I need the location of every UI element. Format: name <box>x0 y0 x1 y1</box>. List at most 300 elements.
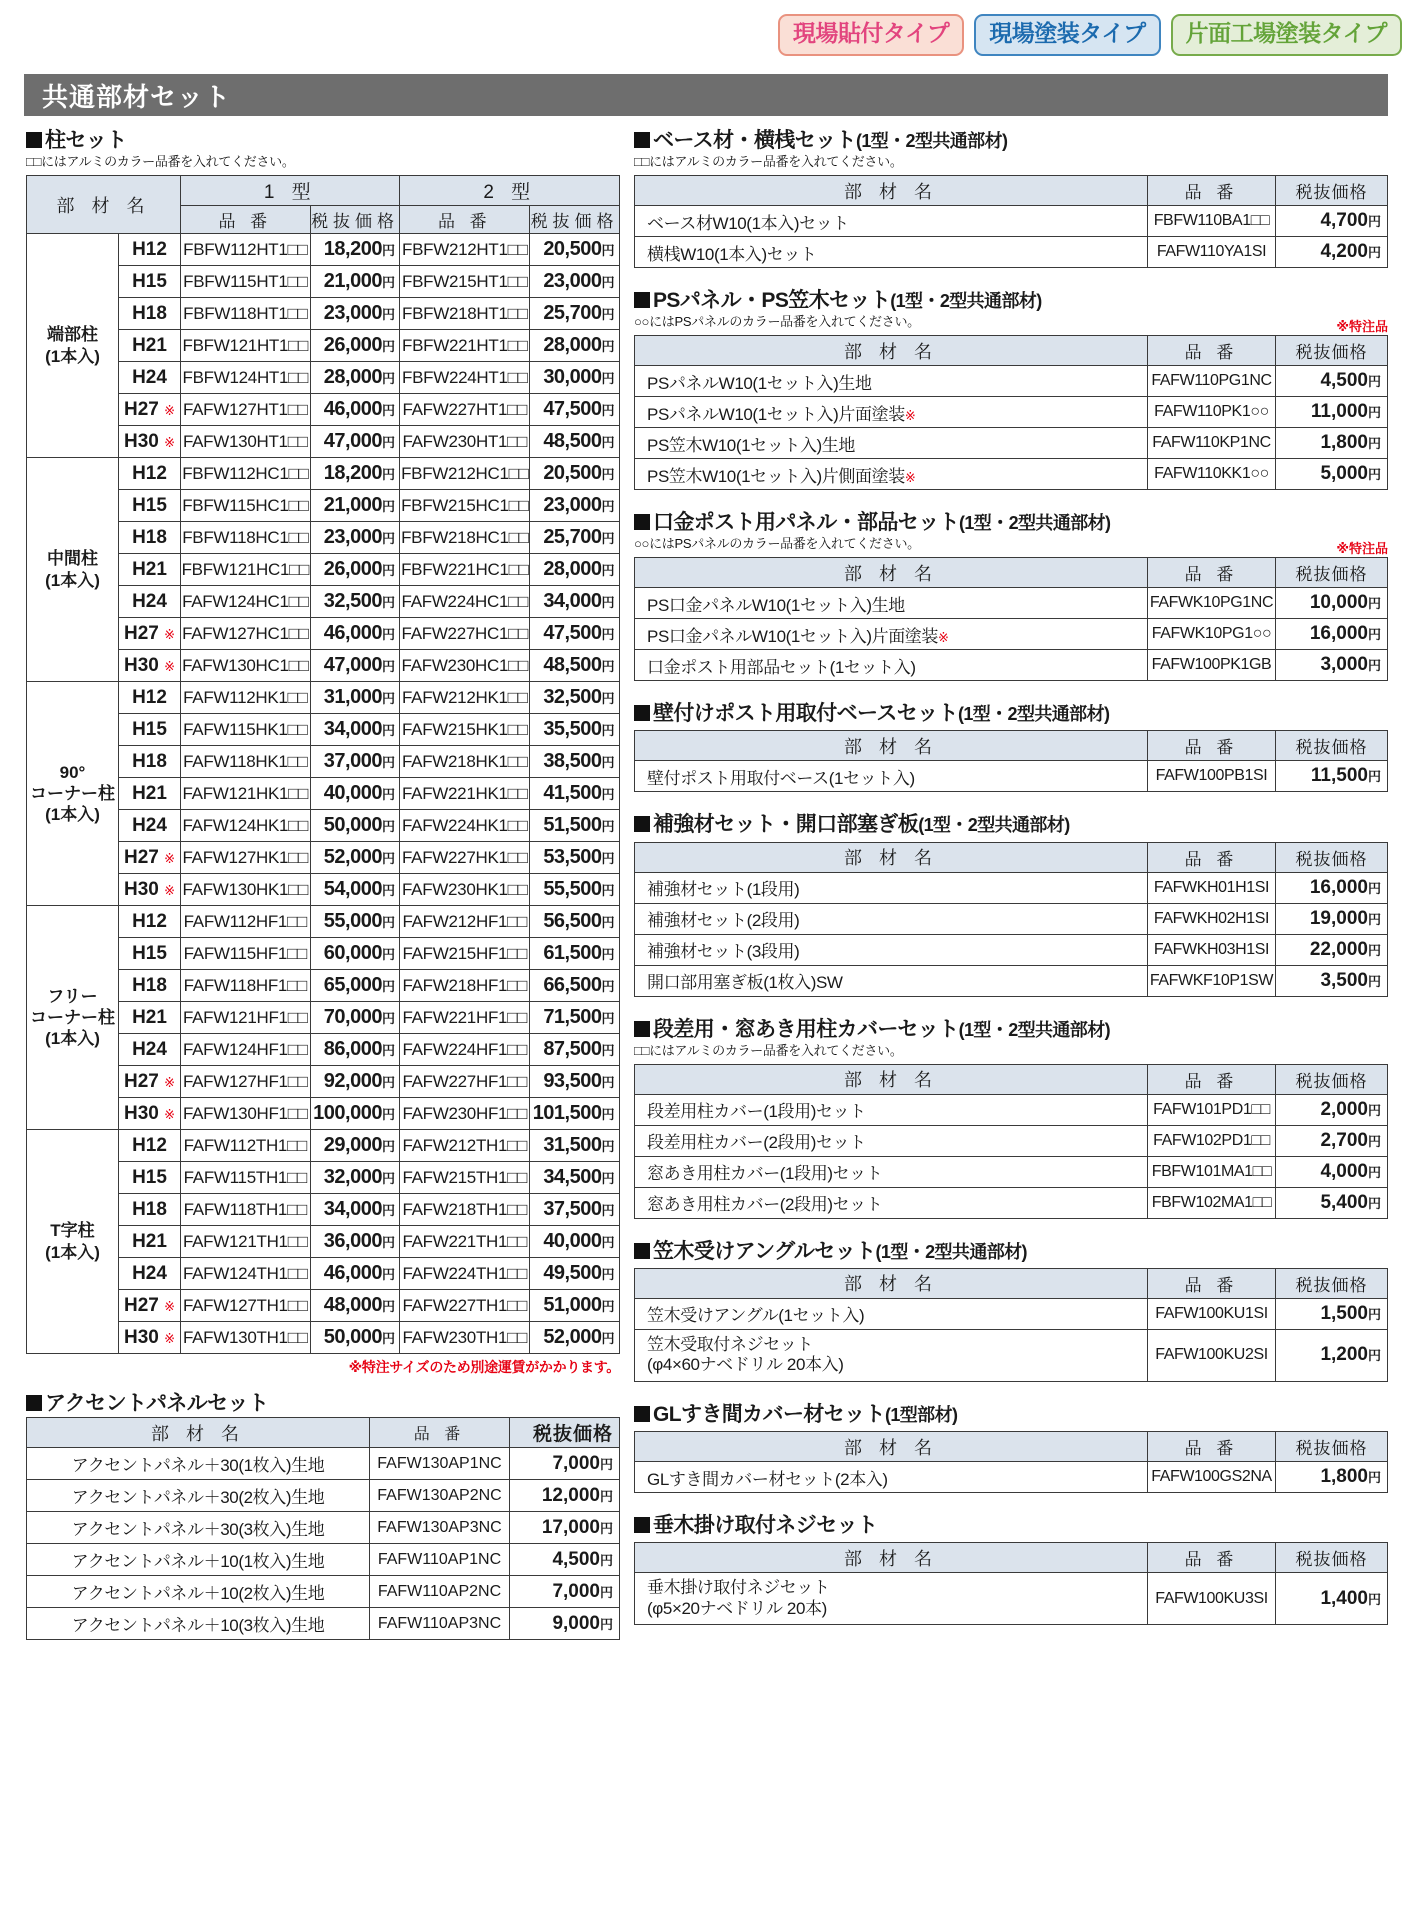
post-height-cell: H18 <box>119 522 181 554</box>
table-row <box>635 366 1388 397</box>
post-price-type1: 29,000円 <box>310 1130 400 1162</box>
section-heading-accent-panel <box>26 1391 620 1416</box>
table-header-row <box>635 1268 1388 1298</box>
post-height-cell: H15 <box>119 490 181 522</box>
post-price-type2: 23,000円 <box>530 266 620 298</box>
post-height-cell: H18 <box>119 1194 181 1226</box>
table-row <box>635 1573 1388 1625</box>
part-number-cell: FAFW100KU1SI <box>1148 1298 1276 1329</box>
table-row <box>635 1329 1388 1381</box>
post-price-type2: 48,500円 <box>530 650 620 682</box>
section-heading-paren: (1型・2型共通部材) <box>957 704 1110 725</box>
bullet-square-icon <box>634 1243 650 1259</box>
bullet-square-icon <box>634 1517 650 1533</box>
table-row <box>635 934 1388 965</box>
post-height-cell: H15 <box>119 266 181 298</box>
table-row <box>635 619 1388 650</box>
post-partnumber-type1: FAFW124TH1□□ <box>181 1258 311 1290</box>
part-number-cell: FAFW110PG1NC <box>1148 366 1276 397</box>
post-partnumber-type2: FAFW212TH1□□ <box>400 1130 530 1162</box>
section-note: □□にはアルミのカラー品番を入れてください。 <box>634 1042 903 1058</box>
post-partnumber-type2: FAFW224HF1□□ <box>400 1034 530 1066</box>
tokuchu-asterisk: ※ <box>164 658 176 674</box>
bullet-square-icon <box>634 1021 650 1037</box>
post-set-table-body <box>27 234 620 1354</box>
accent-panel-number: FAFW130AP3NC <box>370 1512 510 1544</box>
accent-panel-number: FAFW110AP3NC <box>370 1608 510 1640</box>
table-row <box>635 1156 1388 1187</box>
part-name-cell: 窓あき用柱カバー(2段用)セット <box>635 1187 1148 1218</box>
post-price-type1: 55,000円 <box>310 906 400 938</box>
table-row <box>635 903 1388 934</box>
post-category-cell: フリー コーナー柱 (1本入) <box>27 906 119 1130</box>
accent-panel-price: 4,500円 <box>510 1544 620 1576</box>
part-number-cell: FAFW100PK1GB <box>1148 650 1276 681</box>
post-partnumber-type2: FAFW230HF1□□ <box>400 1098 530 1130</box>
post-partnumber-type2: FAFW215HK1□□ <box>400 714 530 746</box>
post-price-type2: 31,500円 <box>530 1130 620 1162</box>
part-price-cell: 5,400円 <box>1276 1187 1388 1218</box>
accent-panel-table-head <box>27 1418 620 1448</box>
section-spacer <box>634 997 1388 1017</box>
part-number-cell: FAFW100PB1SI <box>1148 761 1276 792</box>
accent-panel-table <box>26 1417 620 1640</box>
header-hinban: 品 番 <box>1148 1543 1276 1573</box>
post-partnumber-type1: FBFW112HT1□□ <box>181 234 311 266</box>
table-header-row <box>635 1543 1388 1573</box>
header-hinban: 品 番 <box>370 1418 510 1448</box>
section-spacer <box>634 490 1388 510</box>
section-table-7 <box>634 1431 1388 1493</box>
section-heading-1 <box>634 288 1388 313</box>
post-partnumber-type2: FAFW218TH1□□ <box>400 1194 530 1226</box>
post-category-cell: T字柱 (1本入) <box>27 1130 119 1354</box>
post-set-table <box>26 175 620 1354</box>
post-price-type1: 23,000円 <box>310 522 400 554</box>
part-price-cell: 19,000円 <box>1276 903 1388 934</box>
post-price-type2: 25,700円 <box>530 298 620 330</box>
tokuchu-asterisk: ※ <box>164 434 176 450</box>
post-height-cell: H24 <box>119 1258 181 1290</box>
header-buzai: 部 材 名 <box>635 842 1148 872</box>
section-table-4 <box>634 842 1388 997</box>
section-heading-5 <box>634 1017 1388 1042</box>
post-price-type2: 101,500円 <box>530 1098 620 1130</box>
post-price-type2: 40,000円 <box>530 1226 620 1258</box>
section-table-head <box>635 1268 1388 1298</box>
post-partnumber-type1: FAFW127TH1□□ <box>181 1290 311 1322</box>
table-row <box>635 397 1388 428</box>
part-number-cell: FAFWKF10P1SW <box>1148 965 1276 996</box>
section-heading-label: 壁付けポスト用取付ベースセット <box>653 702 958 726</box>
post-partnumber-type1: FAFW118HF1□□ <box>181 970 311 1002</box>
part-price-cell: 10,000円 <box>1276 588 1388 619</box>
header-buzai: 部 材 名 <box>635 1268 1148 1298</box>
post-height-cell: H24 <box>119 586 181 618</box>
table-row <box>27 1480 620 1512</box>
section-table-body <box>635 366 1388 490</box>
post-partnumber-type1: FBFW115HT1□□ <box>181 266 311 298</box>
section-note-row-0 <box>634 154 1388 175</box>
header-buzai: 部 材 名 <box>27 176 181 234</box>
part-name-cell: 横桟W10(1本入)セット <box>635 237 1148 268</box>
accent-panel-price: 7,000円 <box>510 1576 620 1608</box>
post-price-type1: 21,000円 <box>310 490 400 522</box>
section-heading-7 <box>634 1402 1388 1427</box>
type-badge-bar <box>778 14 1402 56</box>
post-height-cell: H12 <box>119 458 181 490</box>
post-partnumber-type1: FBFW121HC1□□ <box>181 554 311 586</box>
post-price-type1: 40,000円 <box>310 778 400 810</box>
header-buzai: 部 材 名 <box>635 1432 1148 1462</box>
table-header-row-1 <box>27 176 620 206</box>
post-price-type2: 35,500円 <box>530 714 620 746</box>
post-price-type1: 23,000円 <box>310 298 400 330</box>
header-buzai: 部 材 名 <box>635 336 1148 366</box>
post-set-table-head <box>27 176 620 234</box>
table-row <box>635 1125 1388 1156</box>
section-table-body <box>635 872 1388 996</box>
post-price-type2: 30,000円 <box>530 362 620 394</box>
post-partnumber-type1: FAFW130TH1□□ <box>181 1322 311 1354</box>
header-price: 税抜価格 <box>1276 336 1388 366</box>
post-partnumber-type2: FAFW230HT1□□ <box>400 426 530 458</box>
header-buzai: 部 材 名 <box>635 558 1148 588</box>
part-number-cell: FAFW110YA1SI <box>1148 237 1276 268</box>
part-price-cell: 16,000円 <box>1276 872 1388 903</box>
post-partnumber-type1: FAFW112TH1□□ <box>181 1130 311 1162</box>
part-name-cell: ベース材W10(1本入)セット <box>635 206 1148 237</box>
post-price-type1: 50,000円 <box>310 1322 400 1354</box>
post-price-type2: 71,500円 <box>530 1002 620 1034</box>
table-header-row <box>635 1064 1388 1094</box>
section-spacer <box>634 681 1388 701</box>
post-partnumber-type2: FBFW212HT1□□ <box>400 234 530 266</box>
section-heading-4 <box>634 812 1388 837</box>
bullet-square-icon <box>634 132 650 148</box>
post-price-type2: 51,500円 <box>530 810 620 842</box>
tokuchu-asterisk: ※ <box>164 1074 176 1090</box>
post-price-type1: 36,000円 <box>310 1226 400 1258</box>
header-hinban: 品 番 <box>1148 1432 1276 1462</box>
post-partnumber-type2: FAFW227HK1□□ <box>400 842 530 874</box>
part-price-cell: 4,500円 <box>1276 366 1388 397</box>
post-partnumber-type2: FAFW212HK1□□ <box>400 682 530 714</box>
bullet-square-icon <box>634 816 650 832</box>
post-price-type2: 32,500円 <box>530 682 620 714</box>
post-partnumber-type2: FAFW224HK1□□ <box>400 810 530 842</box>
part-price-cell: 5,000円 <box>1276 459 1388 490</box>
table-row <box>27 1130 620 1162</box>
table-row <box>635 872 1388 903</box>
post-partnumber-type1: FBFW118HT1□□ <box>181 298 311 330</box>
post-height-cell: H12 <box>119 906 181 938</box>
section-heading-label: 笠木受けアングルセット <box>653 1239 876 1263</box>
post-height-cell: H15 <box>119 938 181 970</box>
post-partnumber-type2: FAFW227TH1□□ <box>400 1290 530 1322</box>
post-partnumber-type2: FAFW218HF1□□ <box>400 970 530 1002</box>
table-row <box>27 1576 620 1608</box>
accent-panel-name: アクセントパネル＋30(3枚入)生地 <box>27 1512 370 1544</box>
table-row <box>635 206 1388 237</box>
post-partnumber-type2: FAFW230TH1□□ <box>400 1322 530 1354</box>
post-price-type1: 86,000円 <box>310 1034 400 1066</box>
section-table-head <box>635 558 1388 588</box>
post-partnumber-type1: FAFW112HF1□□ <box>181 906 311 938</box>
accent-panel-name: アクセントパネル＋10(3枚入)生地 <box>27 1608 370 1640</box>
post-price-type1: 50,000円 <box>310 810 400 842</box>
part-name-cell: 開口部用塞ぎ板(1枚入)SW <box>635 965 1148 996</box>
accent-panel-table-body <box>27 1448 620 1640</box>
post-partnumber-type1: FAFW121TH1□□ <box>181 1226 311 1258</box>
part-name-cell: 壁付ポスト用取付ベース(1セット入) <box>635 761 1148 792</box>
post-price-type1: 46,000円 <box>310 618 400 650</box>
type-badge-2: 片面工場塗装タイプ <box>1171 14 1402 56</box>
tokuchu-asterisk: ※ <box>164 626 176 642</box>
header-price: 税抜価格 <box>1276 731 1388 761</box>
post-partnumber-type2: FAFW230HK1□□ <box>400 874 530 906</box>
right-column <box>634 128 1388 1625</box>
section-spacer <box>634 1382 1388 1402</box>
post-height-cell: H27 ※ <box>119 1066 181 1098</box>
part-number-cell: FAFWK10PG1○○ <box>1148 619 1276 650</box>
bullet-square-icon <box>26 1395 42 1411</box>
tokuchu-label: ※特注品 <box>1336 319 1388 335</box>
post-partnumber-type1: FAFW130HC1□□ <box>181 650 311 682</box>
section-table-0 <box>634 175 1388 268</box>
part-name-cell: 段差用柱カバー(1段用)セット <box>635 1094 1148 1125</box>
post-partnumber-type2: FBFW218HT1□□ <box>400 298 530 330</box>
bullet-square-icon <box>634 514 650 530</box>
section-heading-paren: (1型・2型共通部材) <box>959 513 1111 534</box>
post-height-cell: H30 ※ <box>119 426 181 458</box>
section-table-head <box>635 1064 1388 1094</box>
post-partnumber-type2: FBFW215HT1□□ <box>400 266 530 298</box>
post-partnumber-type1: FAFW115HF1□□ <box>181 938 311 970</box>
header-price: 税抜価格 <box>1276 1268 1388 1298</box>
table-row <box>635 1298 1388 1329</box>
post-partnumber-type2: FBFW212HC1□□ <box>400 458 530 490</box>
bullet-square-icon <box>634 705 650 721</box>
table-row <box>635 237 1388 268</box>
section-table-body <box>635 588 1388 681</box>
header-price-2: 税抜価格 <box>530 206 620 234</box>
table-header-row <box>635 176 1388 206</box>
post-price-type2: 41,500円 <box>530 778 620 810</box>
header-hinban: 品 番 <box>1148 1064 1276 1094</box>
header-price: 税抜価格 <box>1276 176 1388 206</box>
table-row <box>27 1608 620 1640</box>
section-table-body <box>635 1298 1388 1381</box>
header-hinban: 品 番 <box>1148 558 1276 588</box>
post-partnumber-type1: FAFW115TH1□□ <box>181 1162 311 1194</box>
header-price: 税抜価格 <box>510 1418 620 1448</box>
post-price-type2: 55,500円 <box>530 874 620 906</box>
bullet-square-icon <box>634 1406 650 1422</box>
table-row <box>635 650 1388 681</box>
section-heading-paren: (1型・2型共通部材) <box>918 815 1070 836</box>
part-price-cell: 2,700円 <box>1276 1125 1388 1156</box>
part-price-cell: 1,200円 <box>1276 1329 1388 1381</box>
post-price-type2: 37,500円 <box>530 1194 620 1226</box>
table-row <box>635 428 1388 459</box>
post-price-type2: 28,000円 <box>530 554 620 586</box>
section-note: ○○にはPSパネルのカラー品番を入れてください。 <box>634 314 920 330</box>
post-price-type1: 47,000円 <box>310 650 400 682</box>
post-category-cell: 端部柱 (1本入) <box>27 234 119 458</box>
post-price-type2: 47,500円 <box>530 394 620 426</box>
header-hinban: 品 番 <box>1148 842 1276 872</box>
accent-panel-name: アクセントパネル＋30(1枚入)生地 <box>27 1448 370 1480</box>
type-badge-0: 現場貼付タイプ <box>778 14 964 56</box>
post-price-type1: 18,200円 <box>310 458 400 490</box>
post-partnumber-type2: FAFW227HF1□□ <box>400 1066 530 1098</box>
part-number-cell: FAFW100KU2SI <box>1148 1329 1276 1381</box>
part-name-cell: PSパネルW10(1セット入)片面塗装※ <box>635 397 1148 428</box>
part-number-cell: FAFWK10PG1NC <box>1148 588 1276 619</box>
post-height-cell: H12 <box>119 682 181 714</box>
table-row <box>635 965 1388 996</box>
post-partnumber-type1: FAFW130HK1□□ <box>181 874 311 906</box>
post-price-type2: 20,500円 <box>530 234 620 266</box>
bullet-square-icon <box>26 132 42 148</box>
table-row <box>635 459 1388 490</box>
section-heading-paren: (1型部材) <box>884 1404 958 1425</box>
post-height-cell: H21 <box>119 554 181 586</box>
post-partnumber-type2: FBFW224HT1□□ <box>400 362 530 394</box>
section-table-3 <box>634 730 1388 792</box>
post-height-cell: H30 ※ <box>119 1322 181 1354</box>
part-name-cell: 垂木掛け取付ネジセット (φ5×20ナベドリル 20本) <box>635 1573 1148 1625</box>
section-table-head <box>635 731 1388 761</box>
accent-panel-number: FAFW110AP2NC <box>370 1576 510 1608</box>
bullet-square-icon <box>634 292 650 308</box>
part-number-cell: FAFW110PK1○○ <box>1148 397 1276 428</box>
post-partnumber-type1: FAFW118TH1□□ <box>181 1194 311 1226</box>
section-heading-label: 補強材セット・開口部塞ぎ板 <box>653 813 919 837</box>
header-buzai: 部 材 名 <box>27 1418 370 1448</box>
post-price-type2: 61,500円 <box>530 938 620 970</box>
post-height-cell: H18 <box>119 298 181 330</box>
table-row <box>635 1187 1388 1218</box>
section-heading-paren: (1型・2型共通部材) <box>875 1241 1027 1262</box>
section-heading-label: 垂木掛け取付ネジセット <box>653 1514 878 1538</box>
post-price-type1: 60,000円 <box>310 938 400 970</box>
post-partnumber-type2: FAFW218HK1□□ <box>400 746 530 778</box>
post-price-type2: 34,000円 <box>530 586 620 618</box>
section-heading-post-set <box>26 128 620 153</box>
post-partnumber-type2: FAFW221HK1□□ <box>400 778 530 810</box>
post-price-type2: 52,000円 <box>530 1322 620 1354</box>
post-partnumber-type2: FAFW221HF1□□ <box>400 1002 530 1034</box>
part-price-cell: 3,500円 <box>1276 965 1388 996</box>
table-header-row <box>635 731 1388 761</box>
part-name-cell: 補強材セット(1段用) <box>635 872 1148 903</box>
post-price-type1: 32,000円 <box>310 1162 400 1194</box>
post-price-type1: 48,000円 <box>310 1290 400 1322</box>
section-heading-paren: (1型・2型共通部材) <box>958 1019 1111 1040</box>
section-table-1 <box>634 335 1388 490</box>
post-price-type2: 38,500円 <box>530 746 620 778</box>
table-row <box>27 906 620 938</box>
part-name-cell: 補強材セット(3段用) <box>635 934 1148 965</box>
tokuchu-asterisk: ※ <box>164 1330 176 1346</box>
table-row <box>635 761 1388 792</box>
post-price-type1: 18,200円 <box>310 234 400 266</box>
section-table-5 <box>634 1064 1388 1219</box>
post-partnumber-type1: FBFW118HC1□□ <box>181 522 311 554</box>
part-name-cell: 窓あき用柱カバー(1段用)セット <box>635 1156 1148 1187</box>
post-price-type1: 28,000円 <box>310 362 400 394</box>
post-height-cell: H24 <box>119 362 181 394</box>
section-table-body <box>635 206 1388 268</box>
table-row <box>27 1544 620 1576</box>
post-partnumber-type1: FAFW112HK1□□ <box>181 682 311 714</box>
post-height-cell: H21 <box>119 1002 181 1034</box>
post-price-type2: 66,500円 <box>530 970 620 1002</box>
part-price-cell: 1,500円 <box>1276 1298 1388 1329</box>
table-header-row <box>635 1432 1388 1462</box>
post-partnumber-type2: FBFW221HC1□□ <box>400 554 530 586</box>
part-price-cell: 16,000円 <box>1276 619 1388 650</box>
post-partnumber-type1: FAFW127HK1□□ <box>181 842 311 874</box>
post-partnumber-type2: FBFW218HC1□□ <box>400 522 530 554</box>
section-heading-label: 口金ポスト用パネル・部品セット <box>653 511 959 535</box>
post-price-type1: 26,000円 <box>310 554 400 586</box>
post-height-cell: H15 <box>119 1162 181 1194</box>
part-price-cell: 11,000円 <box>1276 397 1388 428</box>
post-partnumber-type2: FAFW215HF1□□ <box>400 938 530 970</box>
post-height-cell: H24 <box>119 1034 181 1066</box>
section-spacer <box>634 1493 1388 1513</box>
part-price-cell: 11,500円 <box>1276 761 1388 792</box>
table-header-row <box>635 558 1388 588</box>
post-partnumber-type2: FAFW227HT1□□ <box>400 394 530 426</box>
header-hinban-1: 品 番 <box>181 206 311 234</box>
header-price: 税抜価格 <box>1276 1064 1388 1094</box>
part-price-cell: 4,000円 <box>1276 1156 1388 1187</box>
accent-panel-price: 9,000円 <box>510 1608 620 1640</box>
part-price-cell: 4,200円 <box>1276 237 1388 268</box>
header-price: 税抜価格 <box>1276 842 1388 872</box>
header-hinban: 品 番 <box>1148 336 1276 366</box>
part-price-cell: 1,800円 <box>1276 428 1388 459</box>
post-partnumber-type1: FBFW115HC1□□ <box>181 490 311 522</box>
post-height-cell: H27 ※ <box>119 618 181 650</box>
post-price-type1: 65,000円 <box>310 970 400 1002</box>
page-banner <box>24 74 1388 116</box>
section-spacer <box>634 1219 1388 1239</box>
post-price-type1: 92,000円 <box>310 1066 400 1098</box>
post-partnumber-type1: FAFW115HK1□□ <box>181 714 311 746</box>
post-price-type2: 93,500円 <box>530 1066 620 1098</box>
part-number-cell: FBFW102MA1□□ <box>1148 1187 1276 1218</box>
post-partnumber-type2: FBFW221HT1□□ <box>400 330 530 362</box>
part-price-cell: 2,000円 <box>1276 1094 1388 1125</box>
post-price-type2: 23,000円 <box>530 490 620 522</box>
post-price-type2: 25,700円 <box>530 522 620 554</box>
post-partnumber-type1: FAFW124HK1□□ <box>181 810 311 842</box>
post-price-type2: 53,500円 <box>530 842 620 874</box>
post-price-type2: 34,500円 <box>530 1162 620 1194</box>
header-type1: 1 型 <box>181 176 400 206</box>
tokuchu-asterisk: ※ <box>164 882 176 898</box>
post-height-cell: H21 <box>119 778 181 810</box>
part-price-cell: 22,000円 <box>1276 934 1388 965</box>
table-row <box>27 458 620 490</box>
section-note: □□にはアルミのカラー品番を入れてください。 <box>634 154 903 170</box>
accent-panel-price: 12,000円 <box>510 1480 620 1512</box>
